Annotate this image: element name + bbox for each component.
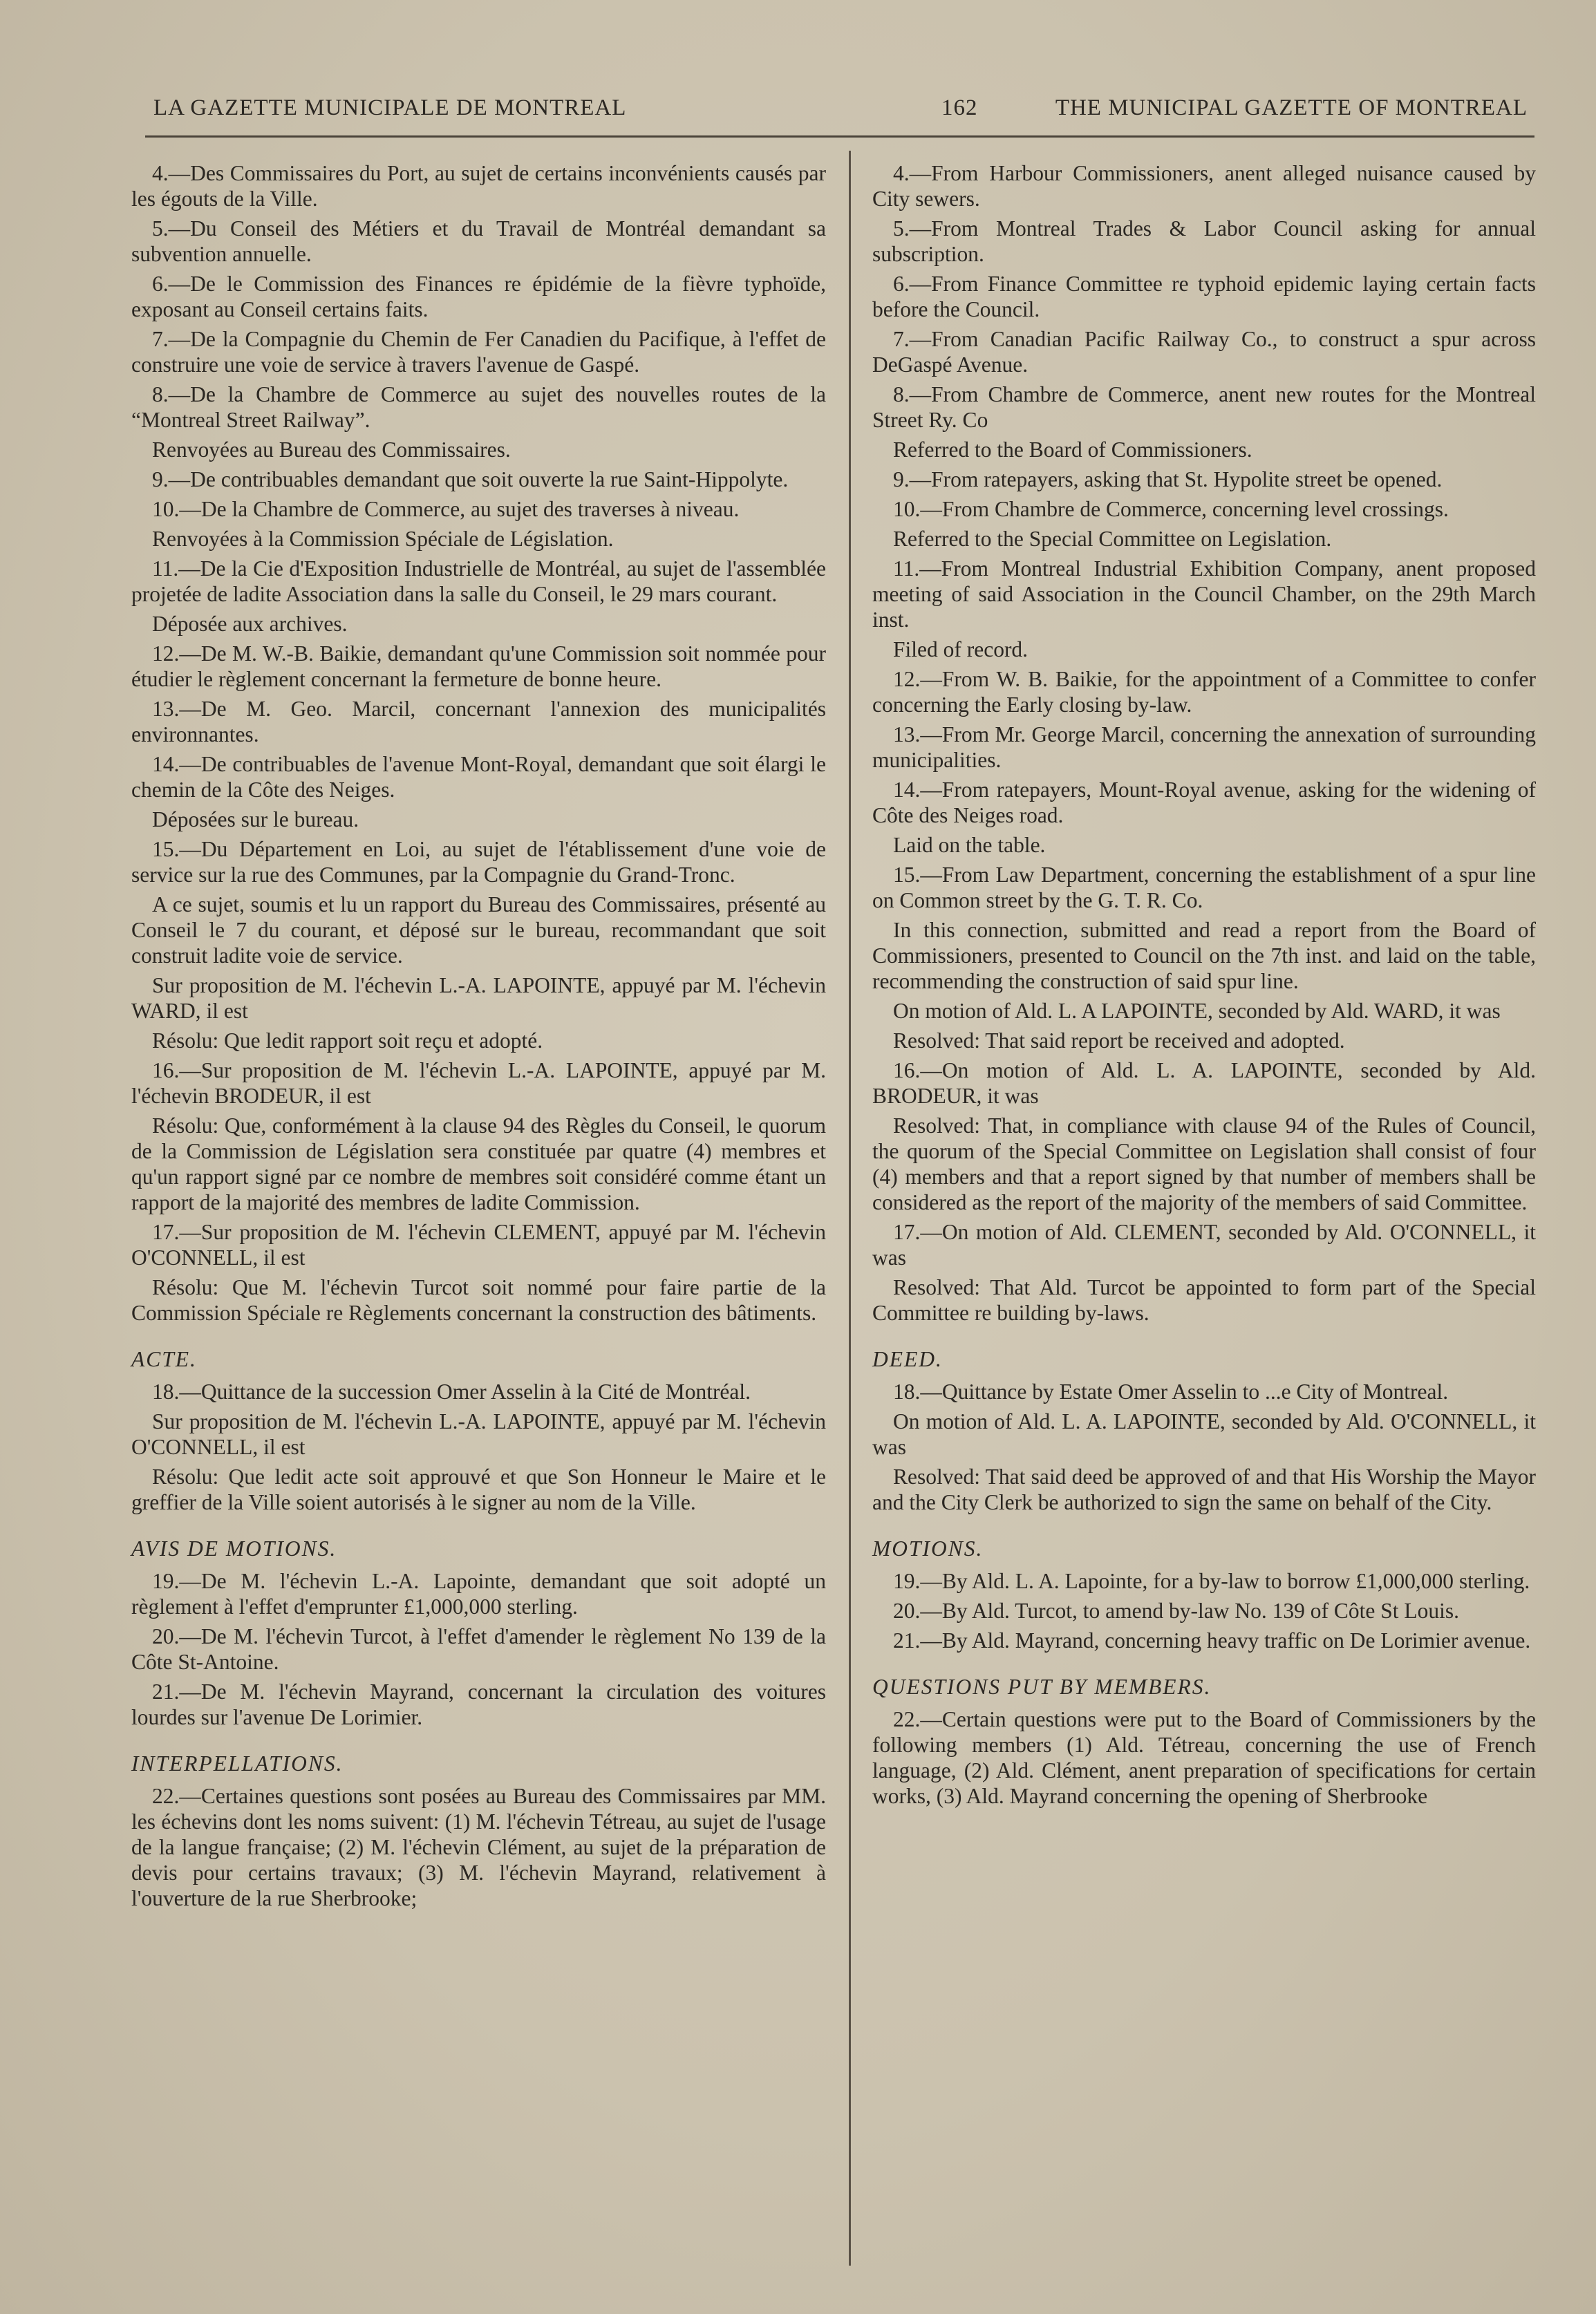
paragraph: 10.—De la Chambre de Commerce, au sujet des traverses à niveau. bbox=[152, 497, 740, 521]
paragraph: Renvoyées à la Commission Spéciale de Législation. bbox=[152, 527, 614, 551]
paragraph: 9.—De contribuables demandant que soit ouverte la rue Saint-Hippolyte. bbox=[152, 467, 789, 491]
paragraph: 21.—De M. l'échevin Mayrand, concernant la circulation des voitures lourdes sur l'avenue De Lorimier. bbox=[131, 1680, 826, 1729]
column-divider bbox=[849, 151, 851, 2266]
paragraph: 18.—Quittance de la succession Omer Asselin à la Cité de Montréal. bbox=[152, 1380, 751, 1404]
paragraph: 14.—De contribuables de l'avenue Mont-Royal, demandant que soit élargi le chemin de la Côte des Neiges. bbox=[131, 752, 826, 802]
paragraph: Déposées sur le bureau. bbox=[152, 807, 359, 831]
paragraph: On motion of Ald. L. A LAPOINTE, seconded by Ald. WARD, it was bbox=[893, 999, 1501, 1023]
paragraph: Filed of record. bbox=[893, 637, 1029, 661]
header-french-title: LA GAZETTE MUNICIPALE DE MONTREAL bbox=[153, 95, 627, 120]
section-heading: ACTE. bbox=[131, 1347, 197, 1371]
paragraph: A ce sujet, soumis et lu un rapport du Bureau des Commissaires, présenté au Conseil le 7 du courant, et déposé sur le bureau, recommandant que soit construit ladite voie de service. bbox=[131, 892, 826, 968]
page-number: 162 bbox=[941, 95, 978, 120]
paragraph: Résolu: Que ledit rapport soit reçu et adopté. bbox=[152, 1028, 543, 1053]
paragraph: 20.—De M. l'échevin Turcot, à l'effet d'amender le règlement No 139 de la Côte St-Antoine. bbox=[131, 1624, 826, 1674]
paragraph: 12.—De M. W.-B. Baikie, demandant qu'une Commission soit nommée pour étudier le règlement concernant la fermeture de bonne heure. bbox=[131, 641, 826, 691]
paragraph: 6.—From Finance Committee re typhoid epidemic laying certain facts before the Council. bbox=[872, 272, 1536, 321]
paragraph: 19.—By Ald. L. A. Lapointe, for a by-law to borrow £1,000,000 sterling. bbox=[893, 1569, 1530, 1593]
paragraph: In this connection, submitted and read a report from the Board of Commissioners, presented to Council on the 7th inst. and laid on the table, recommending the construction of said spur line. bbox=[872, 918, 1536, 993]
paragraph: Sur proposition de M. l'échevin L.-A. LAPOINTE, appuyé par M. l'échevin WARD, il est bbox=[131, 973, 826, 1023]
paragraph: 21.—By Ald. Mayrand, concerning heavy traffic on De Lorimier avenue. bbox=[893, 1628, 1531, 1653]
paragraph: 18.—Quittance by Estate Omer Asselin to ...e City of Montreal. bbox=[893, 1380, 1449, 1404]
paragraph: 19.—De M. l'échevin L.-A. Lapointe, demandant que soit adopté un règlement à l'effet d'emprunter £1,000,000 sterling. bbox=[131, 1569, 826, 1619]
english-column bbox=[872, 160, 1536, 1813]
french-column bbox=[131, 160, 826, 1915]
paragraph: 10.—From Chambre de Commerce, concerning level crossings. bbox=[893, 497, 1449, 521]
paragraph: Laid on the table. bbox=[893, 833, 1046, 857]
section-heading: DEED. bbox=[872, 1347, 943, 1371]
paragraph: 15.—Du Département en Loi, au sujet de l'établissement d'une voie de service sur la rue des Communes, par la Compagnie du Grand-Tronc. bbox=[131, 837, 826, 887]
paragraph: 20.—By Ald. Turcot, to amend by-law No. 139 of Côte St Louis. bbox=[893, 1599, 1459, 1623]
section-heading: MOTIONS. bbox=[872, 1536, 984, 1561]
paragraph: Résolu: Que, conformément à la clause 94 des Règles du Conseil, le quorum de la Commission de Législation sera constituée par quatre (4) membres et qu'un rapport signé par ce nombre de membres soit considéré comme étant un rapport de la majorité des membres de ladite Commission. bbox=[131, 1113, 826, 1214]
paragraph: Resolved: That said deed be approved of and that His Worship the Mayor and the City Clerk be authorized to sign the same on behalf of the City. bbox=[872, 1465, 1536, 1514]
paragraph: Déposée aux archives. bbox=[152, 612, 348, 636]
paragraph: Resolved: That Ald. Turcot be appointed to form part of the Special Committee re building by-laws. bbox=[872, 1275, 1536, 1325]
paragraph: Résolu: Que ledit acte soit approuvé et que Son Honneur le Maire et le greffier de la Ville soient autorisés à le signer au nom de la Ville. bbox=[131, 1465, 826, 1514]
paragraph: 13.—From Mr. George Marcil, concerning the annexation of surrounding municipalities. bbox=[872, 722, 1536, 772]
section-heading: QUESTIONS PUT BY MEMBERS. bbox=[872, 1675, 1212, 1699]
paragraph: 13.—De M. Geo. Marcil, concernant l'annexion des municipalités environnantes. bbox=[131, 697, 826, 746]
section-heading: AVIS DE MOTIONS. bbox=[131, 1536, 337, 1561]
paragraph: Renvoyées au Bureau des Commissaires. bbox=[152, 438, 511, 462]
paragraph: 17.—On motion of Ald. CLEMENT, seconded by Ald. O'CONNELL, it was bbox=[872, 1220, 1536, 1270]
paragraph: 22.—Certain questions were put to the Board of Commissioners by the following members (1) Ald. Tétreau, concerning the use of French language, (2) Ald. Clément, anent preparation of specifications for certain works, (3) Ald. Mayrand concerning the opening of Sherbrooke bbox=[872, 1707, 1536, 1808]
paragraph: 14.—From ratepayers, Mount-Royal avenue, asking for the widening of Côte des Neiges road. bbox=[872, 778, 1536, 827]
paragraph: 7.—From Canadian Pacific Railway Co., to construct a spur across DeGaspé Avenue. bbox=[872, 327, 1536, 377]
paragraph: 16.—On motion of Ald. L. A. LAPOINTE, seconded by Ald. BRODEUR, it was bbox=[872, 1058, 1536, 1108]
paragraph: 15.—From Law Department, concerning the establishment of a spur line on Common street by the G. T. R. Co. bbox=[872, 863, 1536, 912]
paragraph: Sur proposition de M. l'échevin L.-A. LAPOINTE, appuyé par M. l'échevin O'CONNELL, il est bbox=[131, 1409, 826, 1459]
paragraph: 4.—Des Commissaires du Port, au sujet de certains inconvénients causés par les égouts de la Ville. bbox=[131, 161, 826, 211]
paragraph: 5.—From Montreal Trades & Labor Council asking for annual subscription. bbox=[872, 216, 1536, 266]
paragraph: 17.—Sur proposition de M. l'échevin CLEMENT, appuyé par M. l'échevin O'CONNELL, il est bbox=[131, 1220, 826, 1270]
paragraph: On motion of Ald. L. A. LAPOINTE, seconded by Ald. O'CONNELL, it was bbox=[872, 1409, 1536, 1459]
header-rule bbox=[145, 135, 1534, 138]
page-header bbox=[153, 95, 1528, 129]
paragraph: 11.—De la Cie d'Exposition Industrielle de Montréal, au sujet de l'assemblée projetée de ladite Association dans la salle du Conseil, le 29 mars courant. bbox=[131, 556, 826, 606]
paragraph: Resolved: That said report be received and adopted. bbox=[893, 1028, 1345, 1053]
paragraph: Referred to the Board of Commissioners. bbox=[893, 438, 1252, 462]
paragraph: Résolu: Que M. l'échevin Turcot soit nommé pour faire partie de la Commission Spéciale re Règlements concernant la construction des bâtiments. bbox=[131, 1275, 826, 1325]
paragraph: Referred to the Special Committee on Legislation. bbox=[893, 527, 1332, 551]
section-heading: INTERPELLATIONS. bbox=[131, 1751, 344, 1776]
paragraph: 6.—De le Commission des Finances re épidémie de la fièvre typhoïde, exposant au Conseil certains faits. bbox=[131, 272, 826, 321]
paragraph: 8.—From Chambre de Commerce, anent new routes for the Montreal Street Ry. Co bbox=[872, 382, 1536, 432]
paragraph: 7.—De la Compagnie du Chemin de Fer Canadien du Pacifique, à l'effet de construire une voie de service à travers l'avenue de Gaspé. bbox=[131, 327, 826, 377]
paragraph: 5.—Du Conseil des Métiers et du Travail de Montréal demandant sa subvention annuelle. bbox=[131, 216, 826, 266]
paragraph: 16.—Sur proposition de M. l'échevin L.-A. LAPOINTE, appuyé par M. l'échevin BRODEUR, il est bbox=[131, 1058, 826, 1108]
header-english-title: THE MUNICIPAL GAZETTE OF MONTREAL bbox=[1055, 95, 1528, 120]
paragraph: 9.—From ratepayers, asking that St. Hypolite street be opened. bbox=[893, 467, 1443, 491]
paragraph: 11.—From Montreal Industrial Exhibition Company, anent proposed meeting of said Association in the Council Chamber, on the 29th March inst. bbox=[872, 556, 1536, 632]
paragraph: 22.—Certaines questions sont posées au Bureau des Commissaires par MM. les échevins dont les noms suivent: (1) M. l'échevin Tétreau, au sujet de l'usage de la langue française; (2) M. l'échevin Clément, au sujet de la préparation de devis pour certains travaux; (3) M. l'échevin Mayrand, relativement à l'ouverture de la rue Sherbrooke; bbox=[131, 1784, 826, 1910]
paragraph: 4.—From Harbour Commissioners, anent alleged nuisance caused by City sewers. bbox=[872, 161, 1536, 211]
paragraph: 8.—De la Chambre de Commerce au sujet des nouvelles routes de la “Montreal Street Railway”. bbox=[131, 382, 826, 432]
paragraph: Resolved: That, in compliance with clause 94 of the Rules of Council, the quorum of the Special Committee on Legislation shall consist of four (4) members and that a report signed by that number of members shall be considered as the report of the majority of the members of said Committee. bbox=[872, 1113, 1536, 1214]
paragraph: 12.—From W. B. Baikie, for the appointment of a Committee to confer concerning the Early closing by-law. bbox=[872, 667, 1536, 717]
